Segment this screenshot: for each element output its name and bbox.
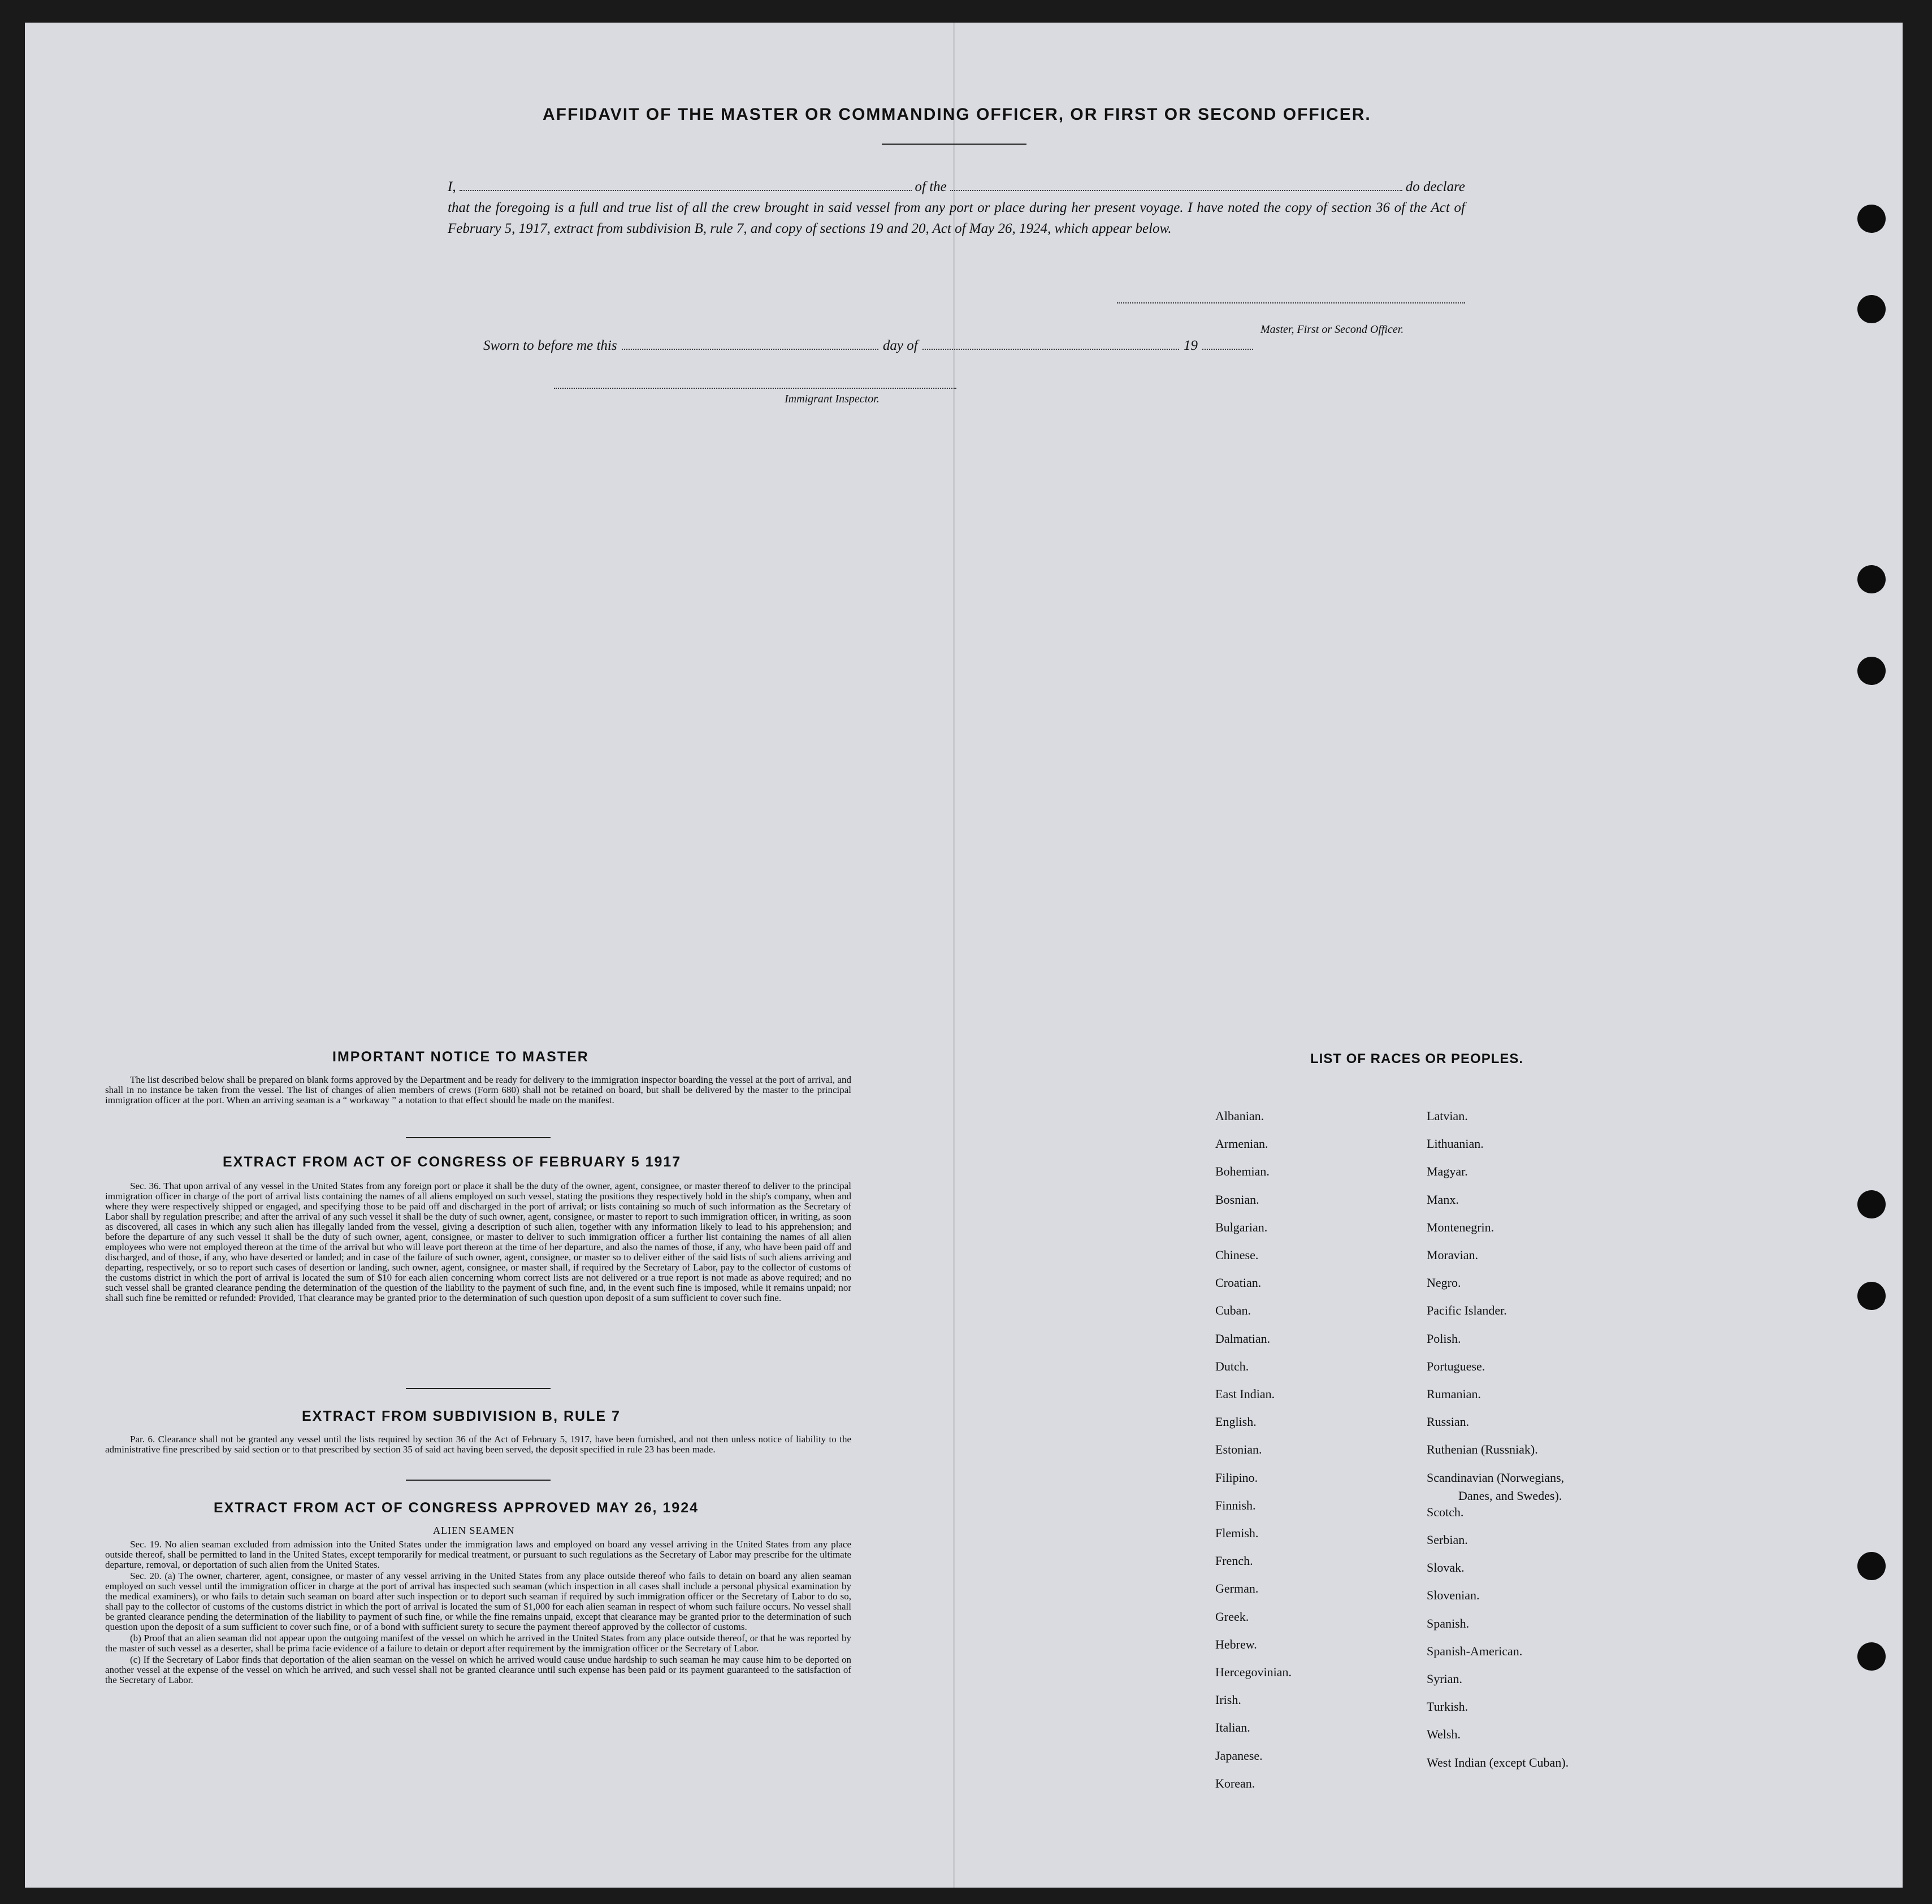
race-item: Dutch. [1215,1359,1249,1373]
extract-1924-body [105,1539,851,1686]
sworn-year-field[interactable] [1202,348,1253,350]
race-item: Rumanian. [1427,1387,1481,1401]
punch-hole [1857,295,1886,323]
race-item: Latvian. [1427,1109,1468,1123]
race-item: Dalmatian. [1215,1332,1271,1346]
extract-1924-sec20a: Sec. 20. (a) The owner, charterer, agent, consignee, or master of any vessel arriving in the United States from any place outside thereof who fails to detain on board any alien seaman employed on such vessel until the immigration officer in charge at the port of arrival has inspected such seaman (which inspection in all cases shall include a personal physical examination by the medical examiners), or who fails to detain such seaman on board after such inspection or to deport such seaman if required by such immigration officer or the Secretary of Labor to do so, shall pay to the collector of customs of the customs district in which the port of arrival is located the sum of $1,000 for each alien seaman in respect of whom such failure occurs. No vessel shall be granted clearance pending the determination of the liability to payment of such fine, or while the fine remains unpaid, except that clearance may be granted prior to the determination of such question upon the deposit of a sum sufficient to cover such fine, or of a bond with sufficient surety to secure the payment thereof approved by the collector of customs. [105,1571,851,1632]
extract-1924-title: EXTRACT FROM ACT OF CONGRESS APPROVED MAY 26, 1924 [214,1500,699,1516]
inspector-signature-line[interactable] [554,388,956,389]
extract-1917-body [105,1181,851,1304]
race-item: Hercegovinian. [1215,1665,1292,1679]
punch-hole [1857,1282,1886,1310]
section-rule [406,1388,551,1389]
race-item: Turkish. [1427,1699,1469,1714]
race-item: Scotch. [1427,1505,1464,1519]
section-rule [406,1480,551,1481]
extract-rule7-title: EXTRACT FROM SUBDIVISION B, RULE 7 [302,1408,621,1424]
race-item: Magyar. [1427,1164,1468,1178]
declaration-first-line [448,176,1465,197]
notice-text: The list described below shall be prepared on blank forms approved by the Department and be ready for delivery to the immigration inspector boarding the vessel at the port of arrival, and shall in no instance be taken from the vessel. The list of changes of alien members of crews (Form 680) shall not be retained on board, but shall be delivered by the master to the principal immigration officer at the port. When an arriving seaman is a “ workaway ” a notation to that effect should be made on the manifest. [105,1074,851,1105]
race-item: Slovak. [1427,1560,1465,1575]
declaration-of-the: of the [915,179,947,194]
extract-1924-sec19: Sec. 19. No alien seaman excluded from admission into the United States under the immigration laws and employed on board any vessel arriving in the United States from any place outside thereof, shall be permitted to land in the United States, except temporarily for medical treatment, or pursuant to such regulations as the Secretary of Labor may prescribe for the ultimate departure, removal, or deportation of such alien from the United States. [105,1539,851,1570]
race-item: Armenian. [1215,1137,1268,1151]
declaration-do-declare: do declare [1405,179,1465,194]
extract-1917-text: Sec. 36. That upon arrival of any vessel in the United States from any foreign port or place it shall be the duty of the owner, agent, consignee, or master thereof to deliver to the principal immigration officer in charge of the port of arrival lists containing the names of all aliens employed on such vessel, stating the positions they respectively hold in the ship's company, when and where they were respectively shipped or engaged, and specifying those to be paid off and discharged in the port of arrival; or lists containing so much of such information as the Secretary of Labor shall by regulation prescribe; and after the arrival of any such vessel it shall be the duty of such owner, agent, consignee, or master to report to such immigration officer, in writing, as soon as discovered, all cases in which any such alien has illegally landed from the vessel, giving a description of such alien, together with any information likely to lead to his apprehension; and before the departure of any such vessel it shall be the duty of such owner, agent, consignee, or master to deliver to such immigration officer a further list containing the names of all alien employees who were not employed thereon at the time of the arrival but who will leave port thereon at the time of her departure, and also the names of those, if any, who have been paid off and discharged, and of those, if any, who have deserted or landed; and in case of the failure of such owner, agent, consignee, or master so to deliver either of the said lists of such aliens arriving and departing, respectively, or so to report such cases of desertion or landing, such owner, agent, consignee, or master shall, if required by the Secretary of Labor, pay to the collector of customs of the customs district in which the port of arrival is located the sum of $10 for each alien concerning whom correct lists are not delivered or a true report is not made as above required; and no such vessel shall be granted clearance pending the determination of the question of the liability to the payment of such fine, and, in the event such fine is imposed, while it remains unpaid; nor shall such fine be remitted or refunded: Provided, That clearance may be granted prior to the determination of such question upon deposit of a sum sufficient to cover such fine. [105,1181,851,1303]
race-item: Bohemian. [1215,1164,1270,1178]
affidavit-title: AFFIDAVIT OF THE MASTER OR COMMANDING OFFICER, OR FIRST OR SECOND OFFICER. [543,105,1371,124]
race-item: Croatian. [1215,1276,1262,1290]
punch-hole [1857,1552,1886,1580]
sworn-year: 19 [1184,338,1198,353]
race-item: Pacific Islander. [1427,1303,1507,1317]
race-item: Ruthenian (Russniak). [1427,1442,1538,1456]
extract-1924-sec20b: (b) Proof that an alien seaman did not appear upon the outgoing manifest of the vessel on which he arrived in the United States from any place outside thereof, or that he was reported by the master of such vessel as a deserter, shall be prima facie evidence of a failure to detain or deport after requirement by the immigration officer or the Secretary of Labor. [105,1633,851,1654]
race-item: English. [1215,1415,1257,1429]
race-item: Finnish. [1215,1498,1256,1512]
race-item: German. [1215,1581,1259,1595]
sworn-month-field[interactable] [922,348,1179,350]
punch-hole [1857,657,1886,685]
race-item: Filipino. [1215,1471,1258,1485]
extract-1917-title: EXTRACT FROM ACT OF CONGRESS OF FEBRUARY 5 1917 [223,1154,682,1170]
race-item: Bulgarian. [1215,1220,1268,1234]
race-item: Irish. [1215,1693,1241,1707]
race-item: East Indian. [1215,1387,1275,1401]
races-title: LIST OF RACES OR PEOPLES. [1310,1051,1524,1066]
race-item: Serbian. [1427,1533,1468,1547]
race-item: Negro. [1427,1276,1461,1290]
race-item: Portuguese. [1427,1359,1485,1373]
race-item: Welsh. [1427,1727,1461,1741]
race-item: Danes, and Swedes). [1458,1489,1562,1503]
punch-hole [1857,205,1886,233]
punch-hole [1857,565,1886,593]
name-field[interactable] [460,189,912,191]
extract-rule7-text: Par. 6. Clearance shall not be granted any vessel until the lists required by section 36 of the Act of February 5, 1917, have been furnished, and not then unless notice of liability to the administrative fine prescribed by said section or to that prescribed by section 35 of said act having been served, the deposit specified in rule 23 has been made. [105,1434,851,1455]
vessel-field[interactable] [950,189,1402,191]
declaration-block [448,176,1465,239]
race-item: Bosnian. [1215,1192,1259,1207]
race-item: Lithuanian. [1427,1137,1484,1151]
notice-body [105,1075,851,1107]
section-rule [406,1137,551,1138]
punch-hole [1857,1642,1886,1671]
race-item: Cuban. [1215,1303,1251,1317]
declaration-i: I, [448,179,456,194]
race-item: Japanese. [1215,1749,1263,1763]
center-fold [953,23,955,1888]
race-item: Syrian. [1427,1672,1462,1686]
declaration-text: that the foregoing is a full and true list of all the crew brought in said vessel from any port or place during her present voyage. I have noted the copy of section 36 of the Act of February 5, 1917, extract from subdivision B, rule 7, and copy of sections 19 and 20, Act of May 26, 1924, which appear below. [448,200,1465,236]
sworn-day-field[interactable] [622,348,878,350]
extract-1924-sec20c: (c) If the Secretary of Labor finds that deportation of the alien seaman on the vessel on which he arrived would cause undue hardship to such seaman he may cause him to be deported on another vessel at the expense of the vessel on which he arrived, and such vessel shall not be granted clearance until such expense has been paid or its payment guaranteed to the satisfaction of the Secretary of Labor. [105,1654,851,1685]
race-item: Hebrew. [1215,1637,1257,1651]
punch-hole [1857,1190,1886,1218]
race-item: Montenegrin. [1427,1220,1495,1234]
race-item: Slovenian. [1427,1588,1480,1602]
race-item: Italian. [1215,1720,1250,1734]
inspector-label: Immigrant Inspector. [785,393,880,405]
notice-title: IMPORTANT NOTICE TO MASTER [332,1049,589,1065]
race-item: West Indian (except Cuban). [1427,1755,1569,1769]
sworn-day-of: day of [882,338,918,353]
race-item: Flemish. [1215,1526,1259,1540]
signature-label: Master, First or Second Officer. [1260,323,1404,336]
race-item: Korean. [1215,1776,1255,1790]
race-item: Chinese. [1215,1248,1259,1262]
sworn-prefix: Sworn to before me this [483,338,617,353]
race-item: Spanish. [1427,1616,1470,1630]
race-item: Manx. [1427,1192,1459,1207]
race-item: Russian. [1427,1415,1470,1429]
title-rule [882,144,1026,145]
race-item: Greek. [1215,1610,1249,1624]
extract-rule7-body [105,1434,851,1456]
race-item: Albanian. [1215,1109,1264,1123]
race-item: Moravian. [1427,1248,1479,1262]
race-item: French. [1215,1554,1253,1568]
sworn-line [483,338,1258,354]
race-item: Scandinavian (Norwegians, [1427,1471,1565,1485]
signature-line[interactable] [1117,302,1465,303]
alien-seamen-subtitle: ALIEN SEAMEN [433,1525,515,1536]
race-item: Estonian. [1215,1442,1262,1456]
race-item: Spanish-American. [1427,1644,1523,1658]
race-item: Polish. [1427,1332,1461,1346]
